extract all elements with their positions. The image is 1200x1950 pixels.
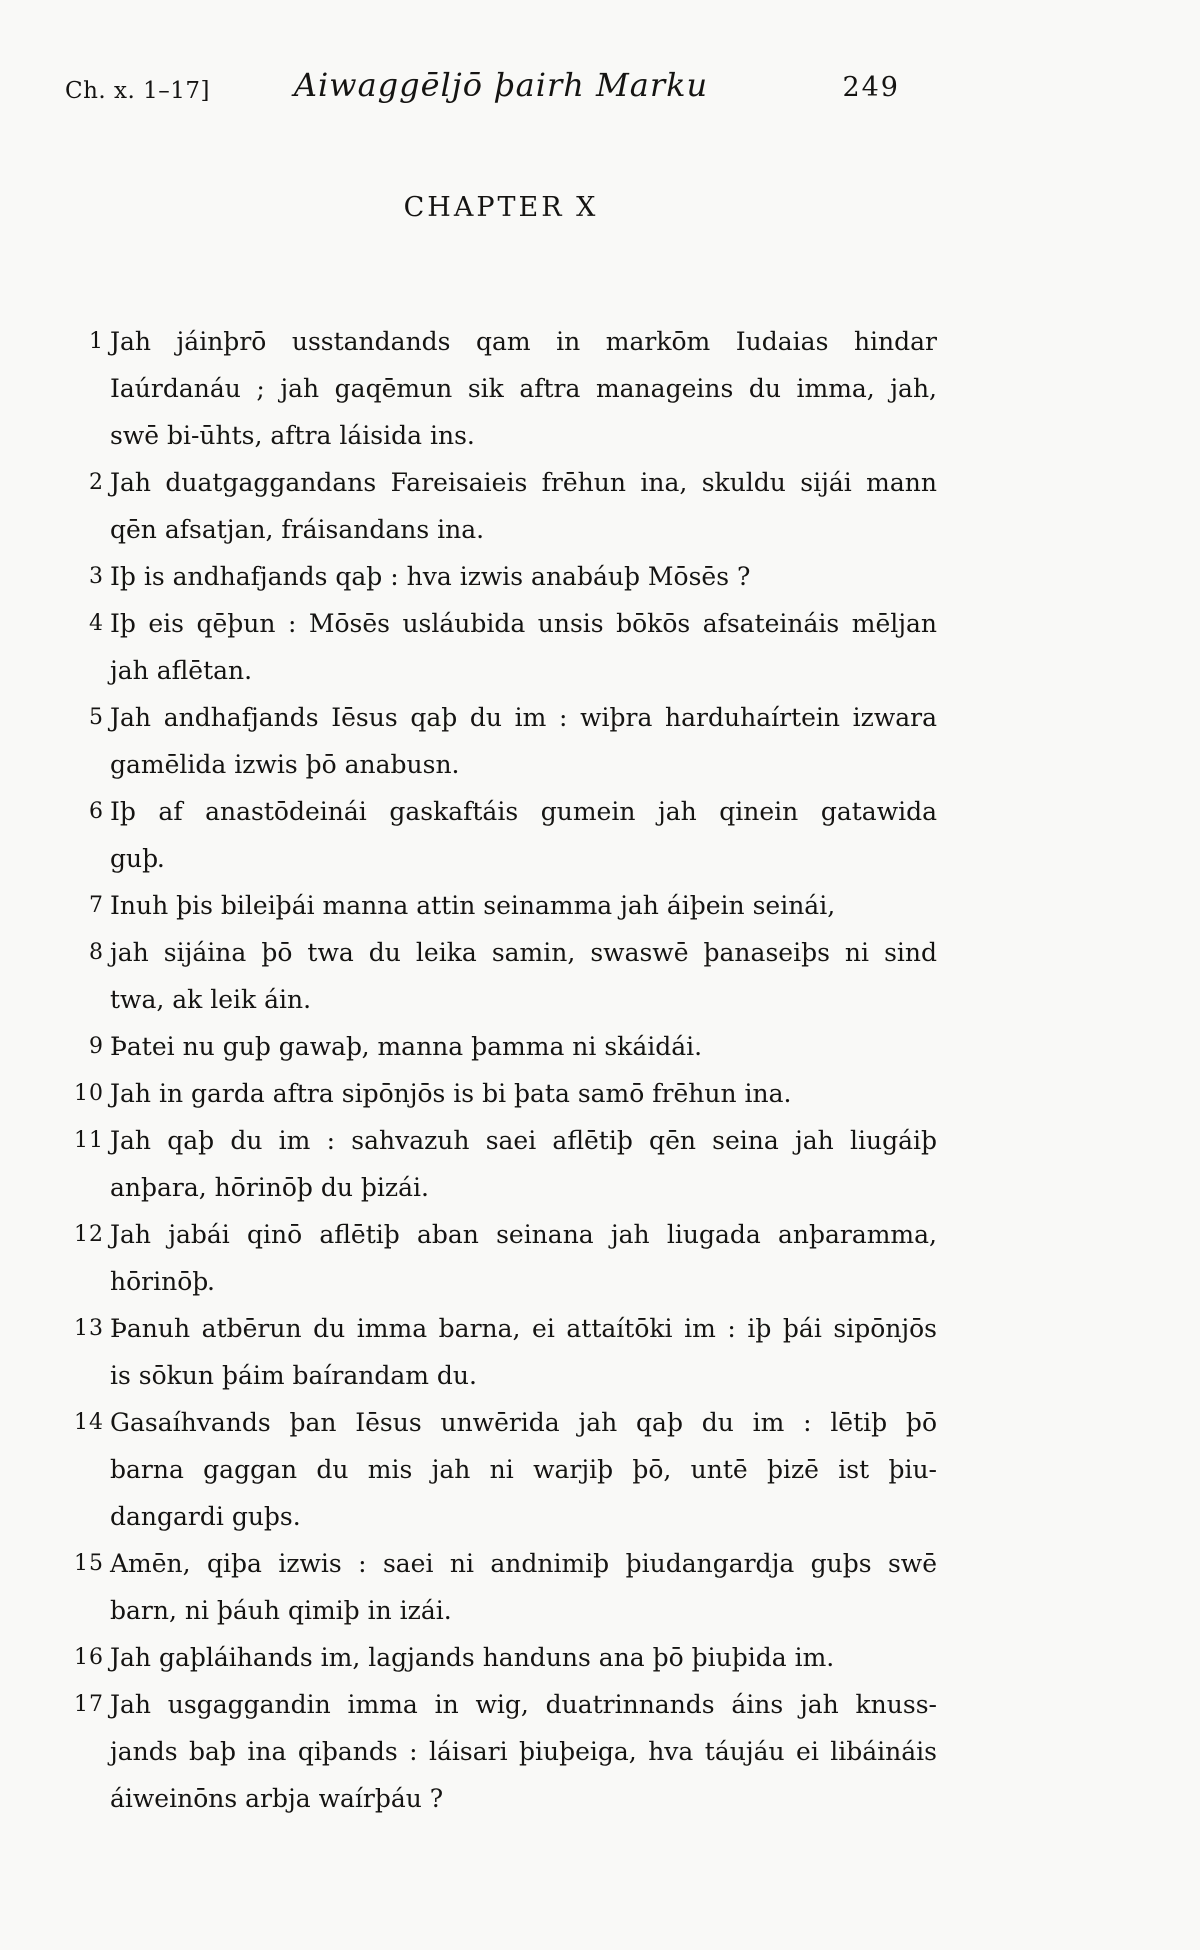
verse-number: 11 <box>74 1128 104 1153</box>
verse-line: Amēn, qiþa izwis : saei ni andnimiþ þiudangardja guþs swē <box>110 1549 937 1578</box>
verse <box>89 600 937 694</box>
chapter-heading: CHAPTER X <box>403 192 599 223</box>
verse-line: jands baþ ina qiþands : láisari þiuþeiga, hva táujáu ei libáináis <box>110 1737 937 1766</box>
verse <box>74 1540 937 1634</box>
verse-number: 12 <box>74 1222 104 1247</box>
verse-line: Jah gaþláihands im, lagjands handuns ana þō þiuþida im. <box>110 1643 835 1672</box>
verse <box>74 1117 937 1211</box>
verse-number: 13 <box>74 1316 104 1341</box>
verse-line: Iþ eis qēþun : Mōsēs usláubida unsis bōkōs afsateináis mēljan <box>110 609 937 638</box>
verse-line: áiweinōns arbja waírþáu ? <box>110 1784 444 1813</box>
verse-number: 5 <box>89 705 104 730</box>
verse <box>74 1681 937 1822</box>
verse-number: 7 <box>89 893 104 918</box>
verse-line: swē bi-ūhts, aftra láisida ins. <box>110 421 475 450</box>
verse-line: Jah usgaggandin imma in wig, duatrinnands áins jah knuss- <box>110 1690 937 1719</box>
running-title: Aiwaggēljō þairh Marku <box>293 66 709 104</box>
verse-number: 6 <box>89 799 104 824</box>
verse <box>89 553 937 600</box>
verse-line: Jah qaþ du im : sahvazuh saei aflētiþ qēn seina jah liugáiþ <box>110 1126 937 1155</box>
verse-line: anþara, hōrinōþ du þizái. <box>110 1173 429 1202</box>
verse-line: dangardi guþs. <box>110 1502 301 1531</box>
verse-line: jah sijáina þō twa du leika samin, swaswē þanaseiþs ni sind <box>110 938 937 967</box>
verse <box>89 882 937 929</box>
verse <box>89 929 937 1023</box>
verse-line: barn, ni þáuh qimiþ in izái. <box>110 1596 452 1625</box>
verse-line: guþ. <box>110 844 165 873</box>
verse <box>89 694 937 788</box>
verse-number: 3 <box>89 564 104 589</box>
verse-number: 2 <box>89 470 104 495</box>
verse-number: 9 <box>89 1034 104 1059</box>
verse-line: qēn afsatjan, fráisandans ina. <box>110 515 485 544</box>
running-header <box>0 66 1200 112</box>
verse <box>74 1211 937 1305</box>
verse-list <box>74 318 937 1822</box>
verse-number: 16 <box>74 1645 104 1670</box>
verse-line: Iaúrdanáu ; jah gaqēmun sik aftra manageins du imma, jah, <box>110 374 937 403</box>
verse-line: gamēlida izwis þō anabusn. <box>110 750 460 779</box>
verse-line: hōrinōþ. <box>110 1267 215 1296</box>
chapter-verse-range: Ch. x. 1–17] <box>65 78 210 104</box>
verse-line: Þanuh atbērun du imma barna, ei attaítōki im : iþ þái sipōnjōs <box>110 1314 937 1343</box>
verse-number: 8 <box>89 940 104 965</box>
verse-line: Jah andhafjands Iēsus qaþ du im : wiþra harduhaírtein izwara <box>110 703 937 732</box>
verse-line: Jah jabái qinō aflētiþ aban seinana jah liugada anþaramma, <box>110 1220 937 1249</box>
verse-line: Þatei nu guþ gawaþ, manna þamma ni skáidái. <box>110 1032 703 1061</box>
verse-number: 15 <box>74 1551 104 1576</box>
page-number: 249 <box>842 72 900 103</box>
verse-line: Jah in garda aftra sipōnjōs is bi þata samō frēhun ina. <box>110 1079 792 1108</box>
verse-line: is sōkun þáim baírandam du. <box>110 1361 477 1390</box>
verse-line: Jah duatgaggandans Fareisaieis frēhun ina, skuldu sijái mann <box>110 468 937 497</box>
verse-line: Iþ af anastōdeinái gaskaftáis gumein jah qinein gatawida <box>110 797 937 826</box>
verse-line: Inuh þis bileiþái manna attin seinamma jah áiþein seinái, <box>110 891 836 920</box>
verse-number: 14 <box>74 1410 104 1435</box>
verse <box>89 318 937 459</box>
verse-line: jah aflētan. <box>110 656 253 685</box>
verse-line: Gasaíhvands þan Iēsus unwērida jah qaþ du im : lētiþ þō <box>110 1408 937 1437</box>
verse <box>74 1305 937 1399</box>
verse <box>74 1399 937 1540</box>
verse-number: 1 <box>89 329 104 354</box>
verse-number: 4 <box>89 611 104 636</box>
verse-line: twa, ak leik áin. <box>110 985 312 1014</box>
verse-number: 10 <box>74 1081 104 1106</box>
verse <box>89 1023 937 1070</box>
verse <box>89 788 937 882</box>
verse <box>74 1070 937 1117</box>
verse-line: barna gaggan du mis jah ni warjiþ þō, untē þizē ist þiu- <box>110 1455 937 1484</box>
verse <box>74 1634 937 1681</box>
verse-number: 17 <box>74 1692 104 1717</box>
verse-line: Jah jáinþrō usstandands qam in markōm Iudaias hindar <box>110 327 937 356</box>
verse-line: Iþ is andhafjands qaþ : hva izwis anabáuþ Mōsēs ? <box>110 562 751 591</box>
verse <box>89 459 937 553</box>
